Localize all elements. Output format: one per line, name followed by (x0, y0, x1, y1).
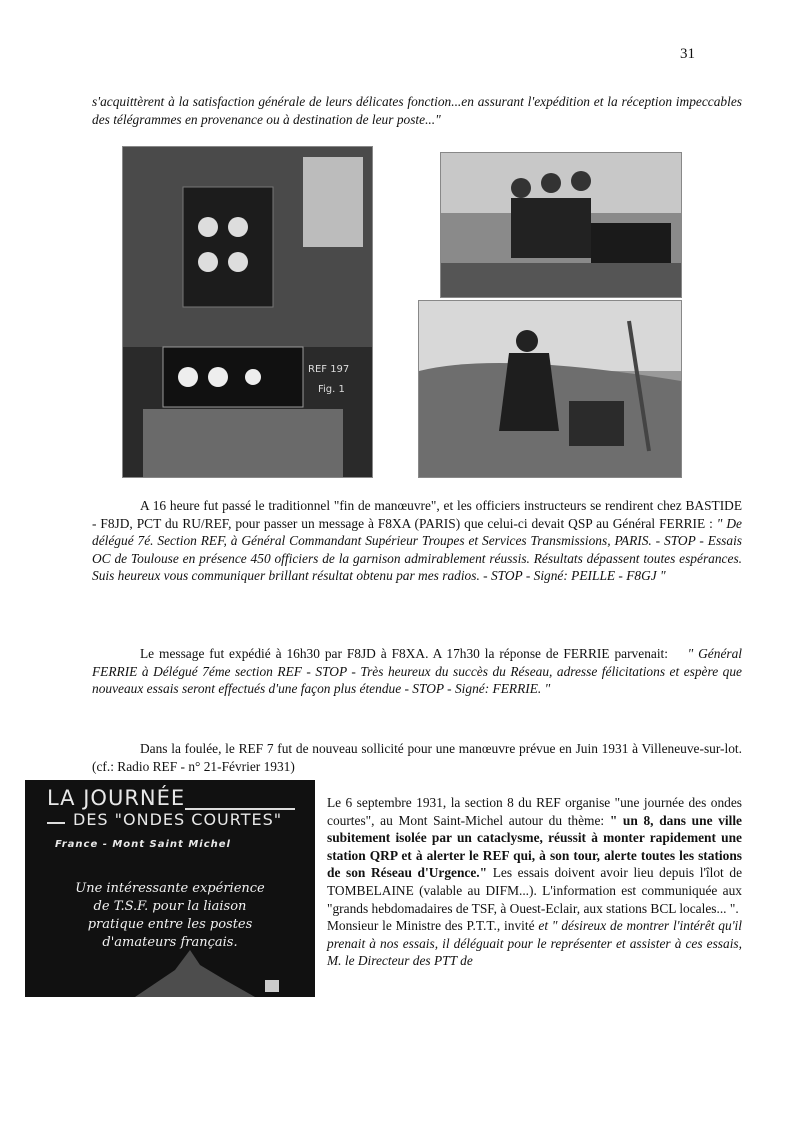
journee-ondes-courtes-paragraph: Le 6 septembre 1931, la section 8 du REF organise "une journée des ondes courtes", au Mont Saint-Michel autour du thème: " un 8, dans une ville subitement isolée par un cataclysme, réussit à monter rapidement une station QRP et à alerter le REF qui, à son tour, alerte toutes les stations de son Réseau d'Urgence." Les essais doivent avoir lieu depuis l'îlot de TOMBELAINE (valable au DIFM...). L'information est communiquée aux "grands hebdomadaires de TSF, à Ouest-Eclair, aux stations BCL locales... ". (327, 795, 743, 916)
ferrie-reply-paragraph: Le message fut expédié à 16h30 par F8JD à F8XA. A 17h30 la réponse de FERRIE parvenait: " Général FERRIE à Délégué 7éme section REF - STOP - Très heureux du succès du Réseau, adresse félicitations et espère que nouveaux essais seront effectués d'une façon plus étendue - STOP - Signé: FERRIE. " (92, 646, 743, 697)
film-title-card (25, 780, 315, 997)
film-title-line2: DES "ONDES COURTES" (73, 810, 283, 829)
photo-caption: REF 197 (308, 364, 350, 375)
film-subtitle: France - Mont Saint Michel (55, 839, 231, 850)
film-text-line2: de T.S.F. pour la liaison (93, 899, 247, 914)
radio-station-photo (122, 146, 373, 478)
photo-collage (122, 146, 682, 480)
field-station-photo (418, 300, 682, 478)
page-number: 31 (680, 46, 695, 62)
film-text-line3: pratique entre les postes (87, 917, 253, 932)
intro-paragraph: s'acquittèrent à la satisfaction générale de leurs délicates fonction...en assurant l'expédition et la réception impeccables des télégrammes en provenance ou à destination de leur poste..." (92, 94, 742, 127)
operators-photo (440, 152, 682, 298)
film-text-line4: d'amateurs français. (102, 935, 238, 950)
villeneuve-paragraph: Dans la foulée, le REF 7 fut de nouveau sollicité pour une manœuvre prévue en Juin 1931 à Villeneuve-sur-lot. (cf.: Radio REF - n° 21-Février 1931) (92, 741, 742, 774)
photo-caption-fig: Fig. 1 (318, 384, 345, 395)
mont-saint-michel-silhouette (25, 930, 315, 997)
fin-manoeuvre-paragraph: A 16 heure fut passé le traditionnel "fin de manœuvre", et les officiers instructeurs se rendirent chez BASTIDE - F8JD, PCT du RU/REF, pour passer un message à F8XA (PARIS) que celui-ci devait QSP au Général FERRIE : " De délégué 7é. Section REF, à Général Commandant Supérieur Troupes et Services Transmissions, PARIS. - STOP - Essais OC de Toulouse en présence 450 officiers de la garnison admirablement réussis. Résultats dépassent toutes espérances. Suis heureux vous communiquer brillant résultat obtenu par mes radios. - STOP - Signé: PEILLE - F8GJ " (92, 498, 742, 584)
film-text-line1: Une intéressante expérience (75, 881, 265, 896)
film-title-line1: LA JOURNÉE (47, 786, 186, 810)
ministre-paragraph: Monsieur le Ministre des P.T.T., invité et " désireux de montrer l'intérêt qu'il prenait à nos essais, il déléguait pour le représenter et assister à ces essais, M. le Directeur des PTT de (327, 918, 742, 969)
right-column-text (327, 794, 742, 970)
